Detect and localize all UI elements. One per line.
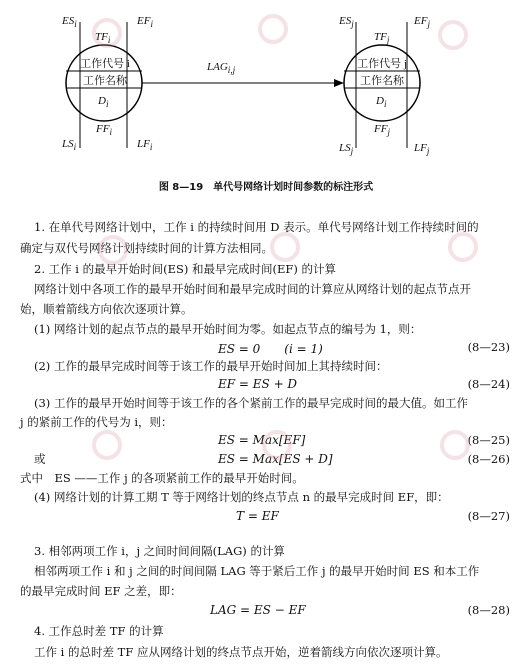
left-es-label: $ES_i$ [62, 15, 77, 30]
equation-number-8-28: (8—28) [467, 603, 510, 617]
para1-line1: 1. 在单代号网络计划中，工作 i 的持续时间用 D 表示。单代号网络计划工作持续时间的 [34, 220, 479, 234]
left-work-code: 工作代号 i [80, 58, 130, 70]
watermark-ring-9 [440, 430, 470, 460]
watermark-ring-7 [92, 430, 122, 460]
equation-8-23: ES = 0 (i = 1) [218, 342, 323, 356]
step3-line1: (3) 工作的最早开始时间等于该工作的各个紧前工作的最早完成时间的最大值。如工作 [34, 396, 468, 410]
or-label: 或 [34, 452, 46, 466]
left-work-name: 工作名称 [83, 75, 127, 87]
equation-8-28: LAG = ES − EF [210, 603, 306, 617]
left-lf-label: $LF_i$ [137, 138, 153, 153]
left-ef-label: $EF_i$ [137, 15, 153, 30]
right-lf-label: $LF_j$ [414, 142, 430, 157]
left-ff-label: $FF_i$ [96, 123, 112, 138]
where-clause: 式中 ES ——工作 j 的各项紧前工作的最早开始时间。 [20, 471, 304, 485]
watermark-ring-5 [270, 232, 300, 262]
right-tf-label: $TF_j$ [374, 31, 390, 46]
equation-8-24: EF = ES + D [218, 377, 298, 391]
step1-text: (1) 网络计划的起点节点的最早开始时间为零。如起点节点的编号为 1，则： [34, 322, 422, 336]
para3-heading: 3. 相邻两项工作 i，j 之间时间间隔(LAG) 的计算 [34, 544, 285, 558]
para2-line1: 网络计划中各项工作的最早开始时间和最早完成时间的计算应从网络计划的起点节点开 [34, 282, 471, 296]
para1-line2: 确定与双代号网络计划持续时间的计算方法相同。 [20, 241, 273, 255]
equation-number-8-23: (8—23) [467, 340, 510, 354]
watermark-ring-6 [448, 232, 478, 262]
equation-number-8-27: (8—27) [467, 509, 510, 523]
left-tf-label: $TF_i$ [95, 31, 111, 46]
para4-line1: 工作 i 的总时差 TF 应从网络计划的终点节点开始，逆着箭线方向依次逐项计算。 [34, 645, 448, 659]
para4-heading: 4. 工作总时差 TF 的计算 [34, 624, 164, 638]
right-es-label: $ES_j$ [339, 15, 354, 30]
step4-text: (4) 网络计划的计算工期 T 等于网络计划的终点节点 n 的最早完成时间 EF，即： [34, 490, 449, 504]
equation-number-8-25: (8—25) [467, 433, 510, 447]
step2-text: (2) 工作的最早完成时间等于该工作的最早开始时间加上其持续时间： [34, 359, 388, 373]
left-duration-label: $D_i$ [98, 95, 109, 110]
lag-label: $LAG_{i,j}$ [207, 61, 236, 76]
para2-heading: 2. 工作 i 的最早开始时间(ES) 和最早完成时间(EF) 的计算 [34, 262, 337, 276]
equation-number-8-24: (8—24) [467, 377, 510, 391]
right-ff-label: $FF_j$ [374, 123, 390, 138]
network-diagram [0, 0, 532, 170]
right-duration-label: $D_i$ [376, 95, 387, 110]
right-work-code: 工作代号 j [357, 58, 407, 70]
right-work-name: 工作名称 [360, 75, 404, 87]
equation-8-25: ES = Max[EF] [218, 433, 306, 447]
left-ls-label: $LS_i$ [62, 138, 77, 153]
equation-number-8-26: (8—26) [467, 452, 510, 466]
figure-caption: 图 8—19 单代号网络计划时间参数的标注形式 [158, 182, 374, 193]
right-ef-label: $EF_j$ [414, 15, 430, 30]
step3-line2: j 的紧前工作的代号为 i，则： [20, 415, 173, 429]
equation-8-26: ES = Max[ES + D] [218, 452, 333, 466]
equation-8-27: T = EF [236, 509, 279, 523]
para2-line2: 始，顺着箭线方向依次逐项计算。 [20, 302, 193, 316]
para3-line1: 相邻两项工作 i 和 j 之间的时间间隔 LAG 等于紧后工作 j 的最早开始时间 ES 和本工作 [34, 564, 480, 578]
right-ls-label: $LS_j$ [339, 142, 354, 157]
para3-line2: 的最早完成时间 EF 之差，即： [20, 584, 182, 598]
